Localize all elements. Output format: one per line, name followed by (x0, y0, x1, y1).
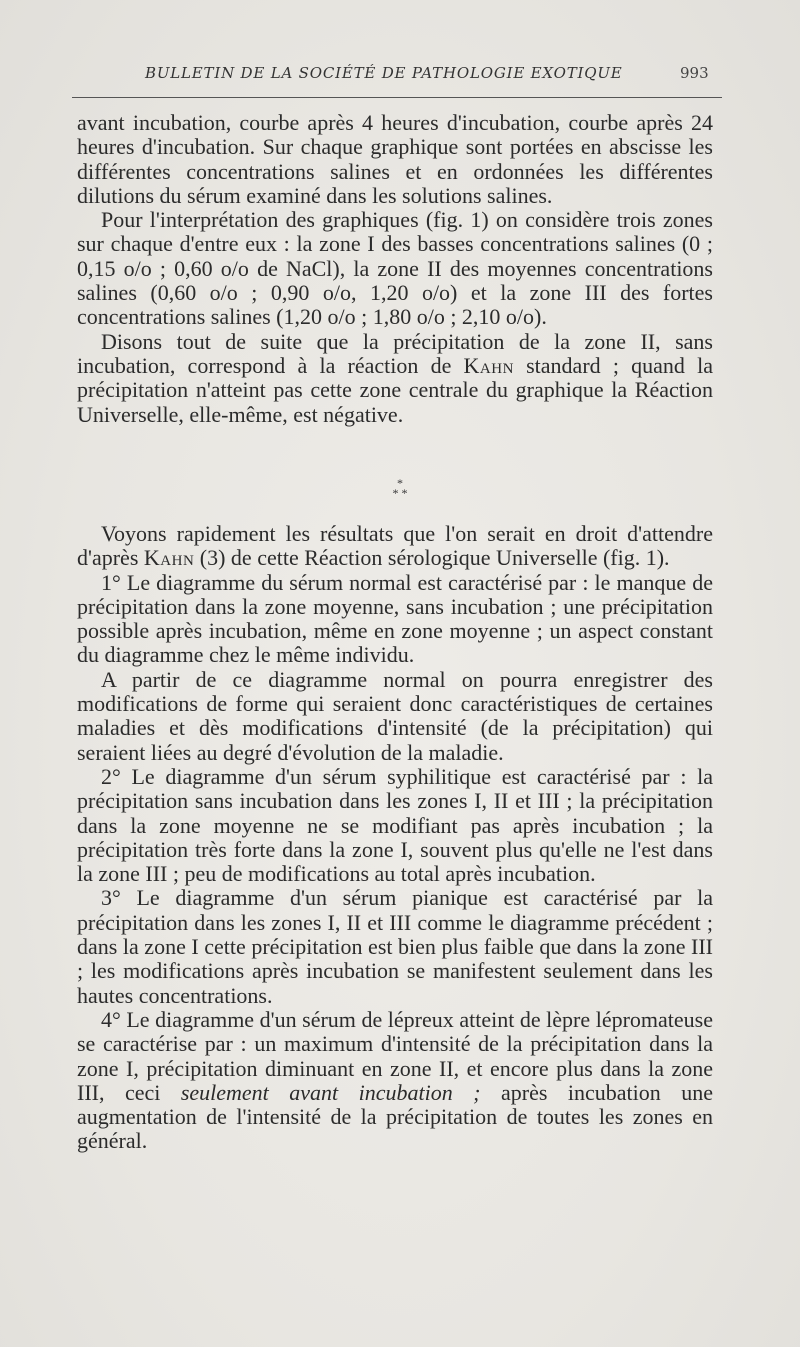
running-header: BULLETIN DE LA SOCIÉTÉ DE PATHOLOGIE EXOTIQUE (145, 64, 623, 82)
paragraph-text: 4° Le diagramme d'un sérum de lépreux atteint de lèpre lépromateuse se caractérise par : un maximum d'intensité de la précipitation dans la zone I, précipitation diminuant en zone II, et encore plus dans la zone III, ceci (77, 1006, 713, 1105)
header-rule (72, 97, 722, 98)
text-block-after-separator (77, 522, 713, 1154)
author-name: Kahn (463, 352, 514, 378)
paragraph-zones: Pour l'interprétation des graphiques (fig. 1) on considère trois zones sur chaque d'entre eux : la zone I des basses concentrations salines (0 ; 0,15 o/o ; 0,60 o/o de NaCl), la zone II des moyennes concentrations salines (0,60 o/o ; 0,90 o/o, 1,20 o/o) et la zone III des fortes concentrations salines (1,20 o/o ; 1,80 o/o ; 2,10 o/o). (77, 207, 713, 330)
emphasized-text: seulement avant incubation ; (180, 1079, 481, 1105)
paragraph-text: (3) de cette Réaction sérologique Universelle (fig. 1). (194, 545, 670, 571)
separator-asterisk-bottom: * * (392, 486, 408, 500)
section-separator (360, 478, 440, 498)
paragraph-text: Disons tout de suite que la précipitation de la zone II, sans incubation, correspond à la réaction de (77, 328, 713, 378)
paragraph-text: standard ; quand la précipitation n'atteint pas cette zone centrale du graphique la Réaction Universelle, elle-même, est négative. (77, 352, 713, 427)
page-number: 993 (680, 64, 709, 82)
paragraph-text: Voyons rapidement les résultats que l'on serait en droit d'attendre d'après (77, 521, 713, 571)
paragraph-modifications: A partir de ce diagramme normal on pourra enregistrer des modifications de forme qui seraient donc caractéristiques de certaines maladies et dès modifications d'intensité (de la précipitation) qui seraient liées au degré d'évolution de la maladie. (77, 666, 713, 765)
paragraph-kahn-standard (77, 330, 713, 427)
separator-asterisk-top: * (397, 476, 403, 490)
paragraph-pianic-serum: 3° Le diagramme d'un sérum pianique est caractérisé par la précipitation dans les zones I, II et III comme le diagramme précédent ; dans la zone I cette précipitation est bien plus faible que dans la zone III ; les modifications après incubation se manifestent seulement dans les hautes concentrations. (77, 885, 713, 1008)
text-block-before-separator (77, 111, 713, 427)
paragraph-expected-results (77, 522, 713, 571)
paragraph-syphilitic-serum: 2° Le diagramme d'un sérum syphilitique est caractérisé par : la précipitation sans incubation dans les zones I, II et III ; la précipitation dans la zone moyenne ne se modifiant pas après incubation ; la précipitation très forte dans la zone I, souvent plus qu'elle ne l'est dans la zone III ; peu de modifications au total après incubation. (77, 763, 713, 887)
paragraph-normal-serum: 1° Le diagramme du sérum normal est caractérisé par : le manque de précipitation dans la zone moyenne, sans incubation ; une précipitation possible après incubation, même en zone moyenne ; un aspect constant du diagramme chez le même individu. (77, 569, 713, 668)
author-name: Kahn (143, 545, 195, 571)
paragraph-leprous-serum (77, 1008, 713, 1154)
paragraph-text: après incubation une augmentation de l'intensité de la précipitation de toutes les zones en général. (77, 1079, 713, 1154)
paragraph-continued: avant incubation, courbe après 4 heures d'incubation, courbe après 24 heures d'incubation. Sur chaque graphique sont portées en abscisse les différentes concentrations salines et en ordonnées les différentes dilutions du sérum examiné dans les solutions salines. (77, 110, 713, 208)
